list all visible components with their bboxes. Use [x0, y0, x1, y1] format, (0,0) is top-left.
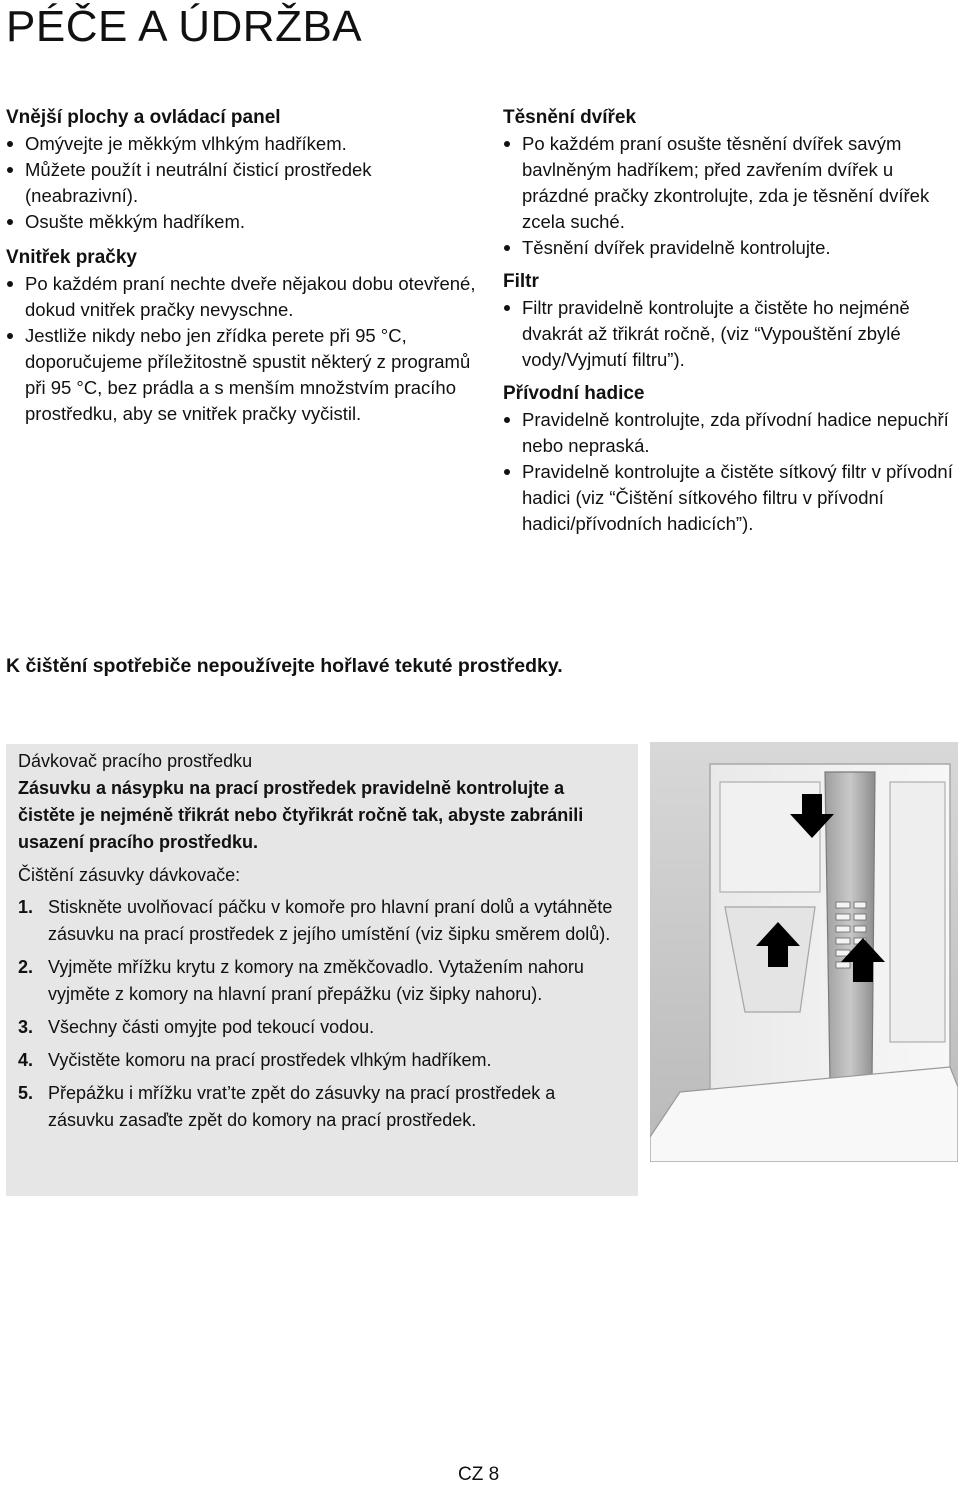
section-heading: Vnější plochy a ovládací panel [6, 107, 281, 128]
page-title: PÉČE A ÚDRŽBA [6, 2, 363, 51]
step-number: 5. [18, 1083, 34, 1103]
step-text: Vyčistěte komoru na prací prostředek vlhkým hadříkem. [48, 1050, 492, 1070]
bullet-list [503, 407, 958, 537]
warning-text: K čištění spotřebiče nepoužívejte hořlavé tekuté prostředky. [6, 655, 563, 677]
dispenser-drawer-illustration [650, 742, 958, 1162]
step-text: Vyjměte mřížku krytu z komory na změkčovadlo. Vytažením nahoru vyjměte z komory na hlavní praní přepážku (viz šipky nahoru). [48, 957, 584, 1004]
section-door-seal [503, 105, 958, 261]
list-item [18, 1047, 626, 1074]
section-drum [6, 245, 476, 427]
bullet-list [6, 131, 476, 235]
list-item [18, 954, 626, 1008]
list-item: Pravidelně kontrolujte, zda přívodní hadice nepuchří nebo nepraská. [503, 407, 958, 459]
box-subheading: Čištění zásuvky dávkovače: [18, 865, 241, 885]
section-inlet-hose [503, 381, 958, 537]
list-item [18, 894, 626, 948]
bullet-list [6, 271, 476, 427]
step-number: 4. [18, 1050, 34, 1070]
right-column [503, 105, 958, 545]
list-item: Jestliže nikdy nebo jen zřídka perete při 95 °C, doporučujeme příležitostně spustit některý z programů při 95 °C, bez prádla a s menším množstvím pracího prostředku, aby se vnitřek pračky vyčistil. [6, 323, 476, 427]
step-text: Přepážku i mřížku vrat’te zpět do zásuvky na prací prostředek a zásuvku zasaďte zpět do komory na prací prostředek. [48, 1083, 556, 1130]
section-heading: Přívodní hadice [503, 383, 645, 404]
left-column [6, 105, 476, 437]
list-item: Po každém praní nechte dveře nějakou dobu otevřené, dokud vnitřek pračky nevyschne. [6, 271, 476, 323]
box-intro: Zásuvku a násypku na prací prostředek pravidelně kontrolujte a čistěte je nejméně třikrát nebo čtyřikrát ročně tak, abyste zabránili usazení pracího prostředku. [18, 778, 584, 852]
box-heading: Dávkovač pracího prostředku [18, 751, 253, 771]
step-number: 2. [18, 957, 34, 977]
section-heading: Filtr [503, 271, 539, 292]
section-exterior [6, 105, 476, 235]
section-heading: Těsnění dvířek [503, 107, 637, 128]
list-item: Můžete použít i neutrální čisticí prostředek (neabrazivní). [6, 157, 476, 209]
bullet-list [503, 295, 958, 373]
steps-list [18, 894, 626, 1134]
list-item [18, 1014, 626, 1041]
list-item: Po každém praní osušte těsnění dvířek savým bavlněným hadříkem; před zavřením dvířek u prázdné pračky zkontrolujte, zda je těsnění dvířek zcela suché. [503, 131, 958, 235]
list-item: Těsnění dvířek pravidelně kontrolujte. [503, 235, 958, 261]
dispenser-drawer-photo [650, 742, 958, 1162]
step-number: 3. [18, 1017, 34, 1037]
bullet-list [503, 131, 958, 261]
list-item [18, 1080, 626, 1134]
dispenser-box [6, 744, 638, 1196]
step-number: 1. [18, 897, 34, 917]
list-item: Filtr pravidelně kontrolujte a čistěte ho nejméně dvakrát až třikrát ročně, (viz “Vypouštění zbylé vody/Vyjmutí filtru”). [503, 295, 958, 373]
list-item: Pravidelně kontrolujte a čistěte sítkový filtr v přívodní hadici (viz “Čištění sítkového filtru v přívodní hadici/přívodních hadicích”). [503, 459, 958, 537]
page-number: CZ 8 [458, 1464, 500, 1485]
step-text: Stiskněte uvolňovací páčku v komoře pro hlavní praní dolů a vytáhněte zásuvku na prací prostředek z jejího umístění (viz šipku směrem dolů). [48, 897, 613, 944]
section-heading: Vnitřek pračky [6, 247, 137, 268]
list-item: Omývejte je měkkým vlhkým hadříkem. [6, 131, 476, 157]
step-text: Všechny části omyjte pod tekoucí vodou. [48, 1017, 375, 1037]
section-filter [503, 269, 958, 373]
list-item: Osušte měkkým hadříkem. [6, 209, 476, 235]
